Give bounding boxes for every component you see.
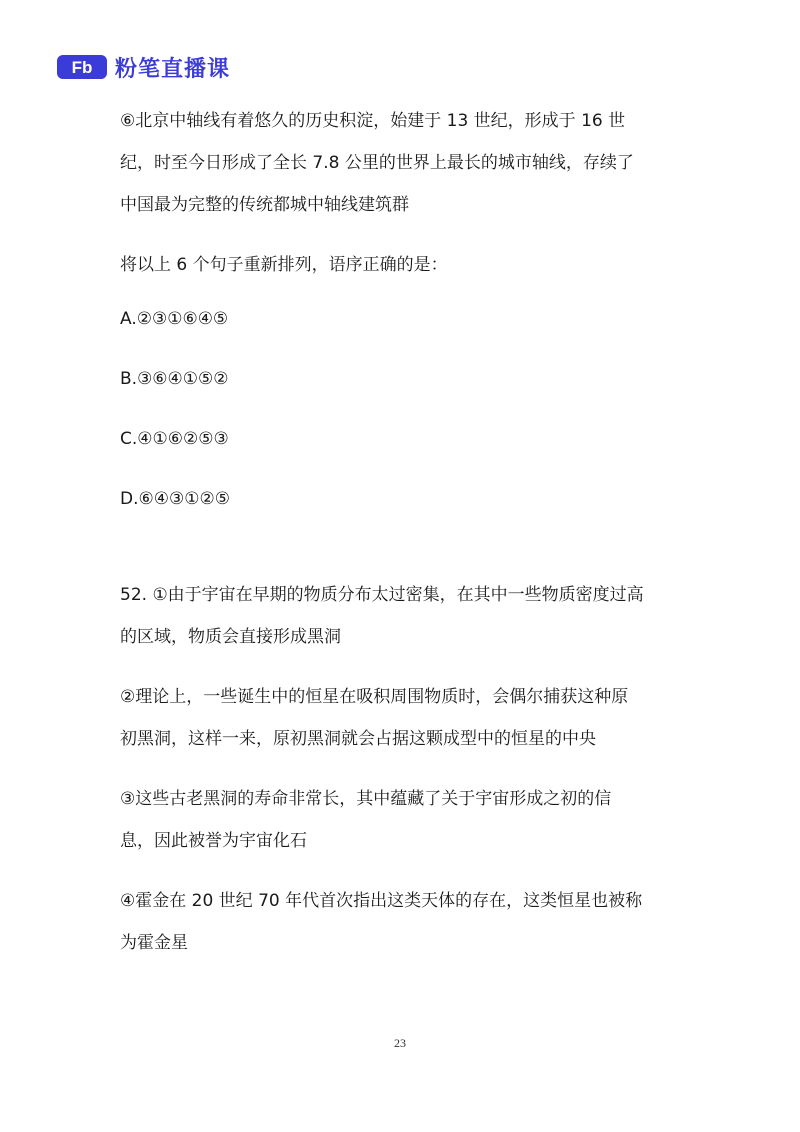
question-prompt: 将以上 6 个句子重新排列，语序正确的是： bbox=[120, 255, 448, 275]
option-d: D.⑥④③①②⑤ bbox=[120, 489, 230, 509]
q52-sentence-4-line-1: ④霍金在 20 世纪 70 年代首次指出这类天体的存在，这类恒星也被称 bbox=[120, 891, 643, 911]
item6-line-1: ⑥北京中轴线有着悠久的历史积淀，始建于 13 世纪，形成于 16 世 bbox=[120, 111, 626, 131]
item6-line-3: 中国最为完整的传统都城中轴线建筑群 bbox=[120, 195, 409, 215]
item6-line-2: 纪，时至今日形成了全长 7.8 公里的世界上最长的城市轴线，存续了 bbox=[120, 153, 634, 173]
q52-sentence-3-line-1: ③这些古老黑洞的寿命非常长，其中蕴藏了关于宇宙形成之初的信 bbox=[120, 789, 612, 809]
page-number: 23 bbox=[394, 1036, 406, 1050]
option-b: B.③⑥④①⑤② bbox=[120, 369, 229, 389]
q52-sentence-2-line-1: ②理论上，一些诞生中的恒星在吸积周围物质时，会偶尔捕获这种原 bbox=[120, 687, 629, 707]
document-body bbox=[120, 100, 680, 964]
fenbi-logo-icon bbox=[57, 53, 107, 81]
option-a: A.②③①⑥④⑤ bbox=[120, 309, 229, 329]
q52-sentence-4-line-2: 为霍金星 bbox=[120, 933, 188, 953]
q52-sentence-1-line-2: 的区域，物质会直接形成黑洞 bbox=[120, 627, 341, 647]
q52-sentence-1-line-1: 52. ①由于宇宙在早期的物质分布太过密集，在其中一些物质密度过高 bbox=[120, 585, 644, 605]
options-list bbox=[120, 304, 680, 514]
svg-text:Fb: Fb bbox=[71, 58, 93, 77]
brand-name: 粉笔直播课 bbox=[115, 56, 231, 82]
header bbox=[57, 50, 230, 84]
q52-sentence-2-line-2: 初黑洞，这样一来，原初黑洞就会占据这颗成型中的恒星的中央 bbox=[120, 729, 596, 749]
q52-sentence-3-line-2: 息，因此被誉为宇宙化石 bbox=[120, 831, 307, 851]
option-c: C.④①⑥②⑤③ bbox=[120, 429, 229, 449]
